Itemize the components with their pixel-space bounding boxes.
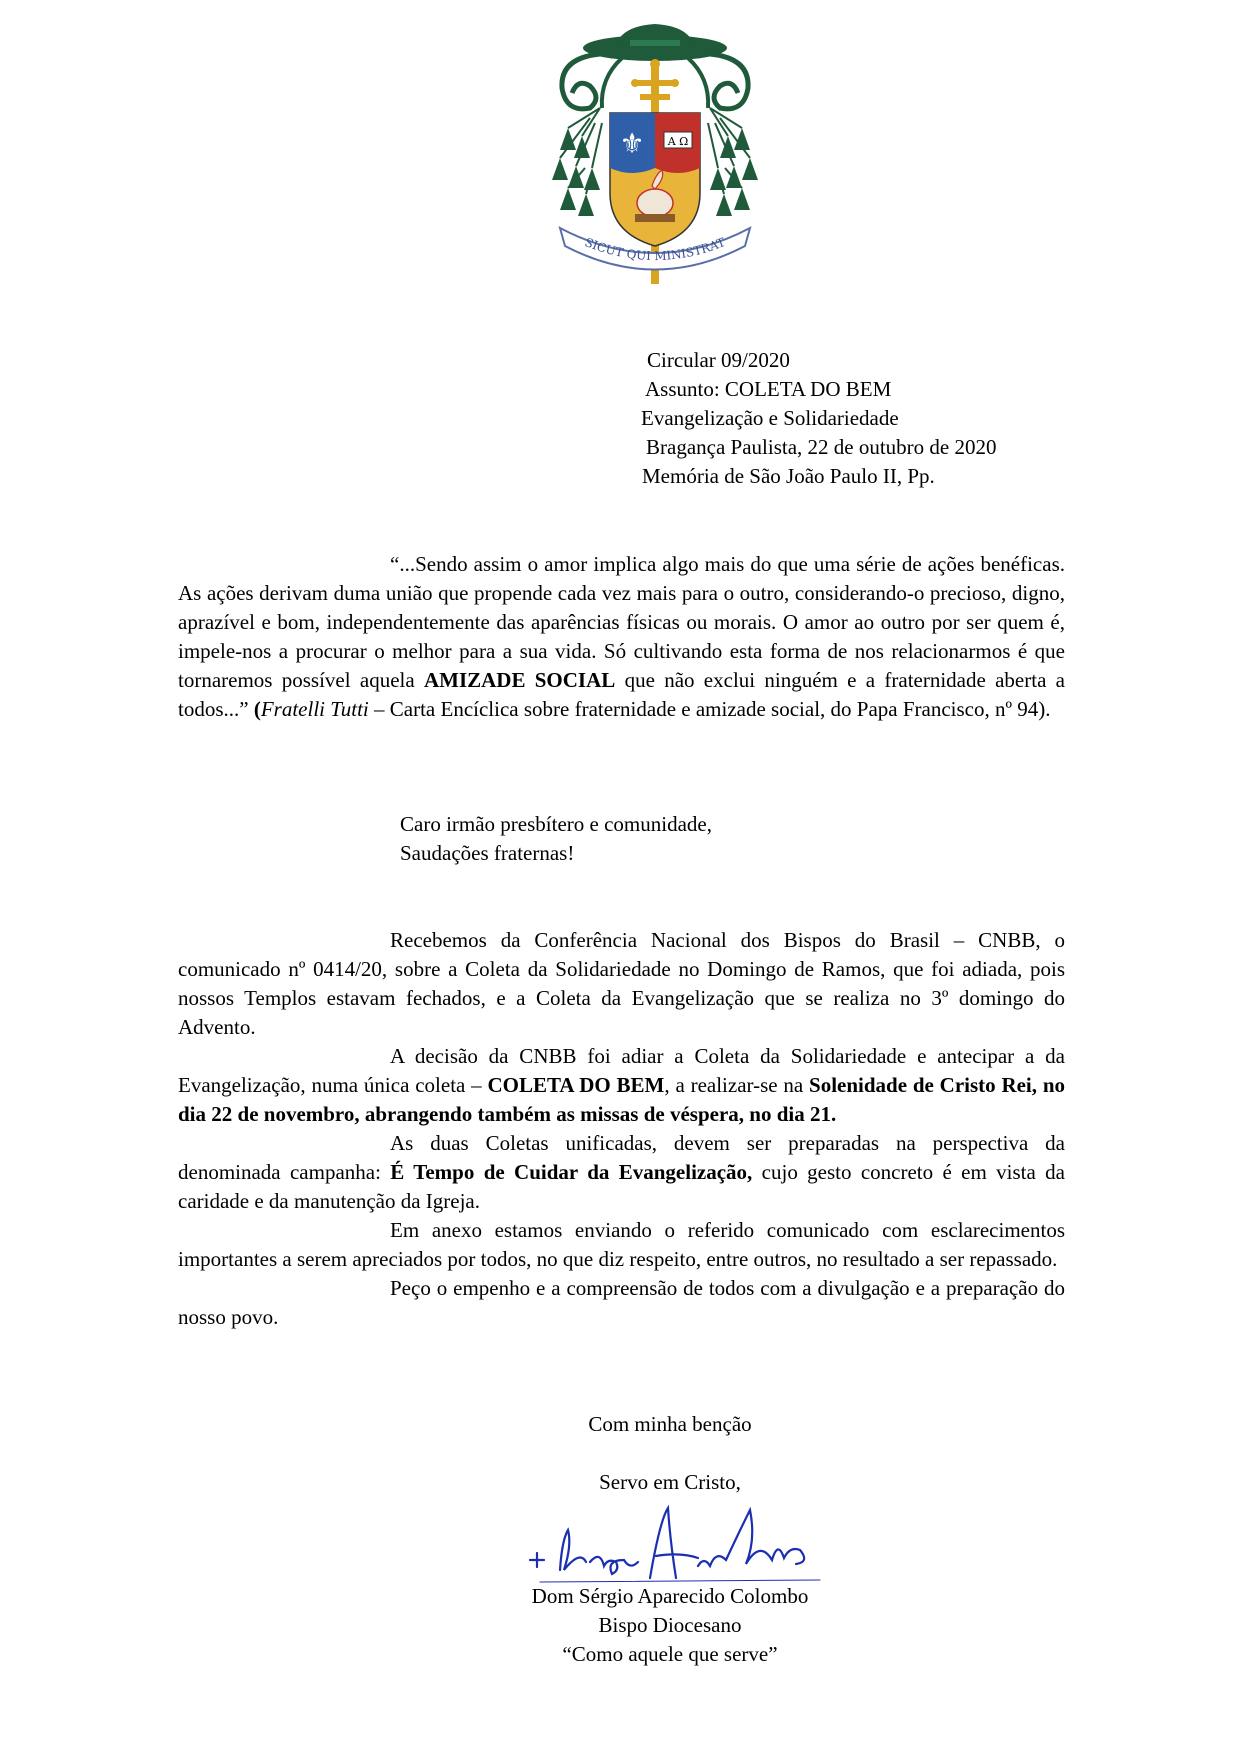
p3-text-c: cujo gesto concreto é em vista da caridade e da manutenção da Igreja.	[178, 1160, 1066, 1213]
coat-motto: SICUT QUI MINISTRAT	[582, 235, 728, 264]
subject-line: Assunto: COLETA DO BEM	[645, 377, 892, 401]
body-paragraph-2	[178, 1042, 1065, 1129]
subject-subtitle: Evangelização e Solidariedade	[641, 406, 899, 430]
quote-text-3: – Carta Encíclica sobre fraternidade e amizade social, do Papa Francisco, nº 94).	[368, 697, 1051, 721]
coat-of-arms-icon	[540, 18, 770, 298]
body-paragraph-4: Em anexo estamos enviando o referido comunicado com esclarecimentos importantes a serem apreciados por todos, no que diz respeito, entre outros, no resultado a ser repassado.	[178, 1218, 1065, 1271]
blessing: Com minha benção	[588, 1412, 752, 1436]
handwritten-signature-icon	[520, 1500, 840, 1590]
quote-text-1: “...Sendo assim o amor implica algo mais do que uma série de ações benéficas. As ações derivam duma união que propende cada vez mais para o outro, considerando-o precioso, digno, aprazível e bom, independentemente das aparências físicas ou morais. O amor ao outro por ser quem é, impele-nos a procurar o melhor para a sua vida. Só cultivando esta forma de nos relacionarmos é que tornaremos possível aquela	[178, 552, 1065, 692]
bishop-motto: “Como aquele que serve”	[562, 1642, 778, 1666]
letter-body	[178, 926, 1065, 1332]
body-paragraph-1: Recebemos da Conferência Nacional dos Bispos do Brasil – CNBB, o comunicado nº 0414/20, sobre a Coleta da Solidariedade no Domingo de Ramos, que foi adiada, pois nossos Templos estavam fechados, e a Coleta da Evangelização que se realiza no 3º domingo do Advento.	[178, 928, 1065, 1039]
greeting	[400, 810, 712, 868]
body-paragraph-5: Peço o empenho e a compreensão de todos com a divulgação e a preparação do nosso povo.	[178, 1276, 1065, 1329]
quote-italic: Fratelli Tutti	[260, 697, 369, 721]
bishop-title: Bispo Diocesano	[598, 1613, 742, 1637]
quote-bold: AMIZADE SOCIAL	[423, 668, 616, 692]
p3-text-a: As duas Coletas unificadas, devem ser preparadas na perspectiva da denominada campanha:	[178, 1131, 1065, 1184]
p2-text-c: , a realizar-se na	[664, 1073, 810, 1097]
circular-number: Circular 09/2020	[647, 348, 790, 372]
p2-bold-d: Solenidade de Cristo Rei, no dia 22 de novembro, abrangendo também as missas de véspera, no dia 21.	[178, 1073, 1066, 1126]
greeting-line-2: Saudações fraternas!	[400, 841, 575, 865]
alpha-omega-label: A Ω	[667, 135, 689, 148]
place-date: Bragança Paulista, 22 de outubro de 2020	[646, 435, 997, 459]
servo-em-cristo: Servo em Cristo,	[599, 1470, 741, 1494]
greeting-line-1: Caro irmão presbítero e comunidade,	[400, 812, 712, 836]
quote-paren: (	[253, 697, 261, 721]
quote-text-2: que não exclui ninguém e a fraternidade aberta a todos...”	[178, 668, 1065, 721]
circular-header	[635, 346, 1105, 491]
svg-text:⚜: ⚜	[619, 127, 645, 160]
memorial-line: Memória de São João Paulo II, Pp.	[642, 464, 935, 488]
p3-bold-b: É Tempo de Cuidar da Evangelização,	[390, 1160, 753, 1184]
p2-bold-b: COLETA DO BEM	[487, 1073, 665, 1097]
bishop-name: Dom Sérgio Aparecido Colombo	[531, 1584, 809, 1608]
p2-text-a: A decisão da CNBB foi adiar a Coleta da Solidariedade e antecipar a da Evangelização, numa única coleta –	[178, 1044, 1065, 1097]
encyclical-quote	[178, 550, 1065, 724]
body-paragraph-3	[178, 1129, 1065, 1216]
